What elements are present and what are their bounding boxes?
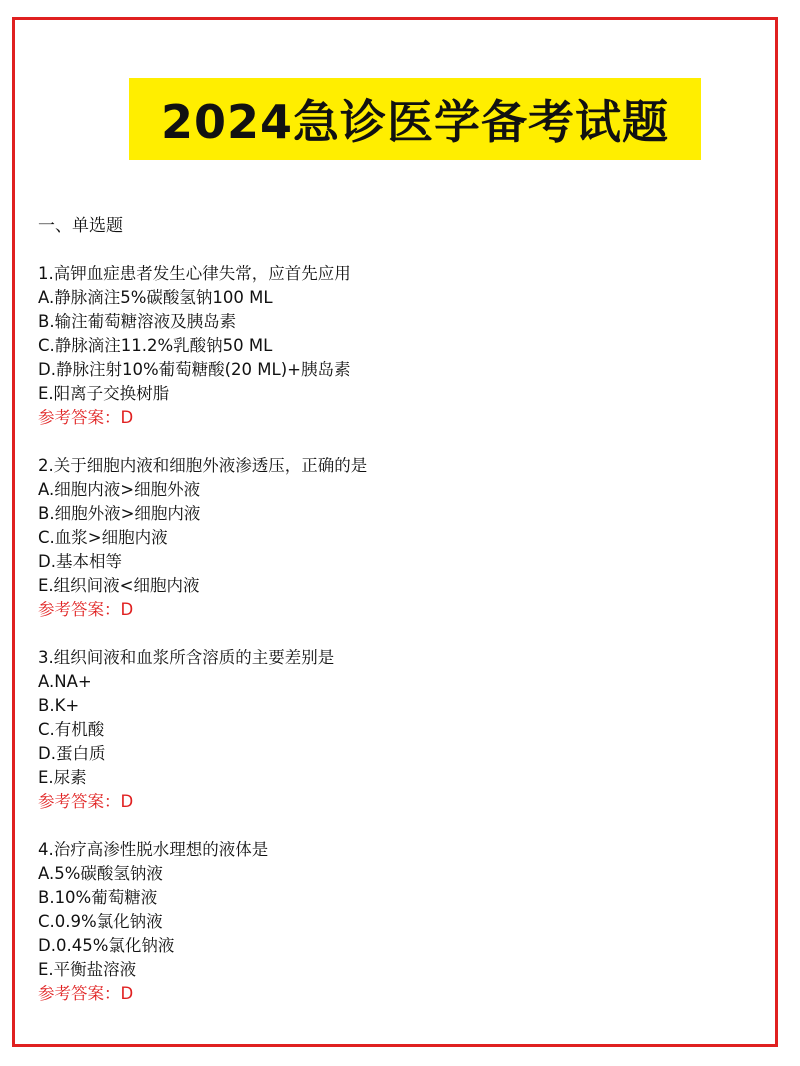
question-stem: 1.高钾血症患者发生心律失常，应首先应用 [38,264,351,283]
option-e: E.组织间液<细胞内液 [38,576,200,595]
question-stem: 4.治疗高渗性脱水理想的液体是 [38,840,269,859]
option-d: D.0.45%氯化钠液 [38,936,175,955]
option-b: B.细胞外液>细胞内液 [38,504,201,523]
title-banner [129,78,701,160]
reference-answer: 参考答案：D [38,600,134,619]
question-1 [38,262,758,430]
option-a: A.5%碳酸氢钠液 [38,864,163,883]
option-c: C.静脉滴注11.2%乳酸钠50 ML [38,336,273,355]
option-b: B.K+ [38,696,80,715]
reference-answer: 参考答案：D [38,984,134,1003]
option-b: B.10%葡萄糖液 [38,888,158,907]
reference-answer: 参考答案：D [38,792,134,811]
option-d: D.基本相等 [38,552,122,571]
option-c: C.血浆>细胞内液 [38,528,168,547]
question-4 [38,838,758,1006]
option-b: B.输注葡萄糖溶液及胰岛素 [38,312,237,331]
option-d: D.静脉注射10%葡萄糖酸(20 ML)+胰岛素 [38,360,351,379]
section-heading: 一、单选题 [38,216,123,236]
question-stem: 3.组织间液和血浆所含溶质的主要差别是 [38,648,335,667]
option-e: E.尿素 [38,768,87,787]
option-a: A.NA+ [38,672,92,691]
question-3 [38,646,758,814]
option-a: A.细胞内液>细胞外液 [38,480,201,499]
option-e: E.平衡盐溶液 [38,960,137,979]
option-a: A.静脉滴注5%碳酸氢钠100 ML [38,288,273,307]
option-e: E.阳离子交换树脂 [38,384,170,403]
option-d: D.蛋白质 [38,744,106,763]
question-2 [38,454,758,622]
page-title: 2024急诊医学备考试题 [160,95,670,149]
option-c: C.有机酸 [38,720,105,739]
reference-answer: 参考答案：D [38,408,134,427]
question-stem: 2.关于细胞内液和细胞外液渗透压，正确的是 [38,456,368,475]
option-c: C.0.9%氯化钠液 [38,912,163,931]
exam-content [38,214,758,1030]
